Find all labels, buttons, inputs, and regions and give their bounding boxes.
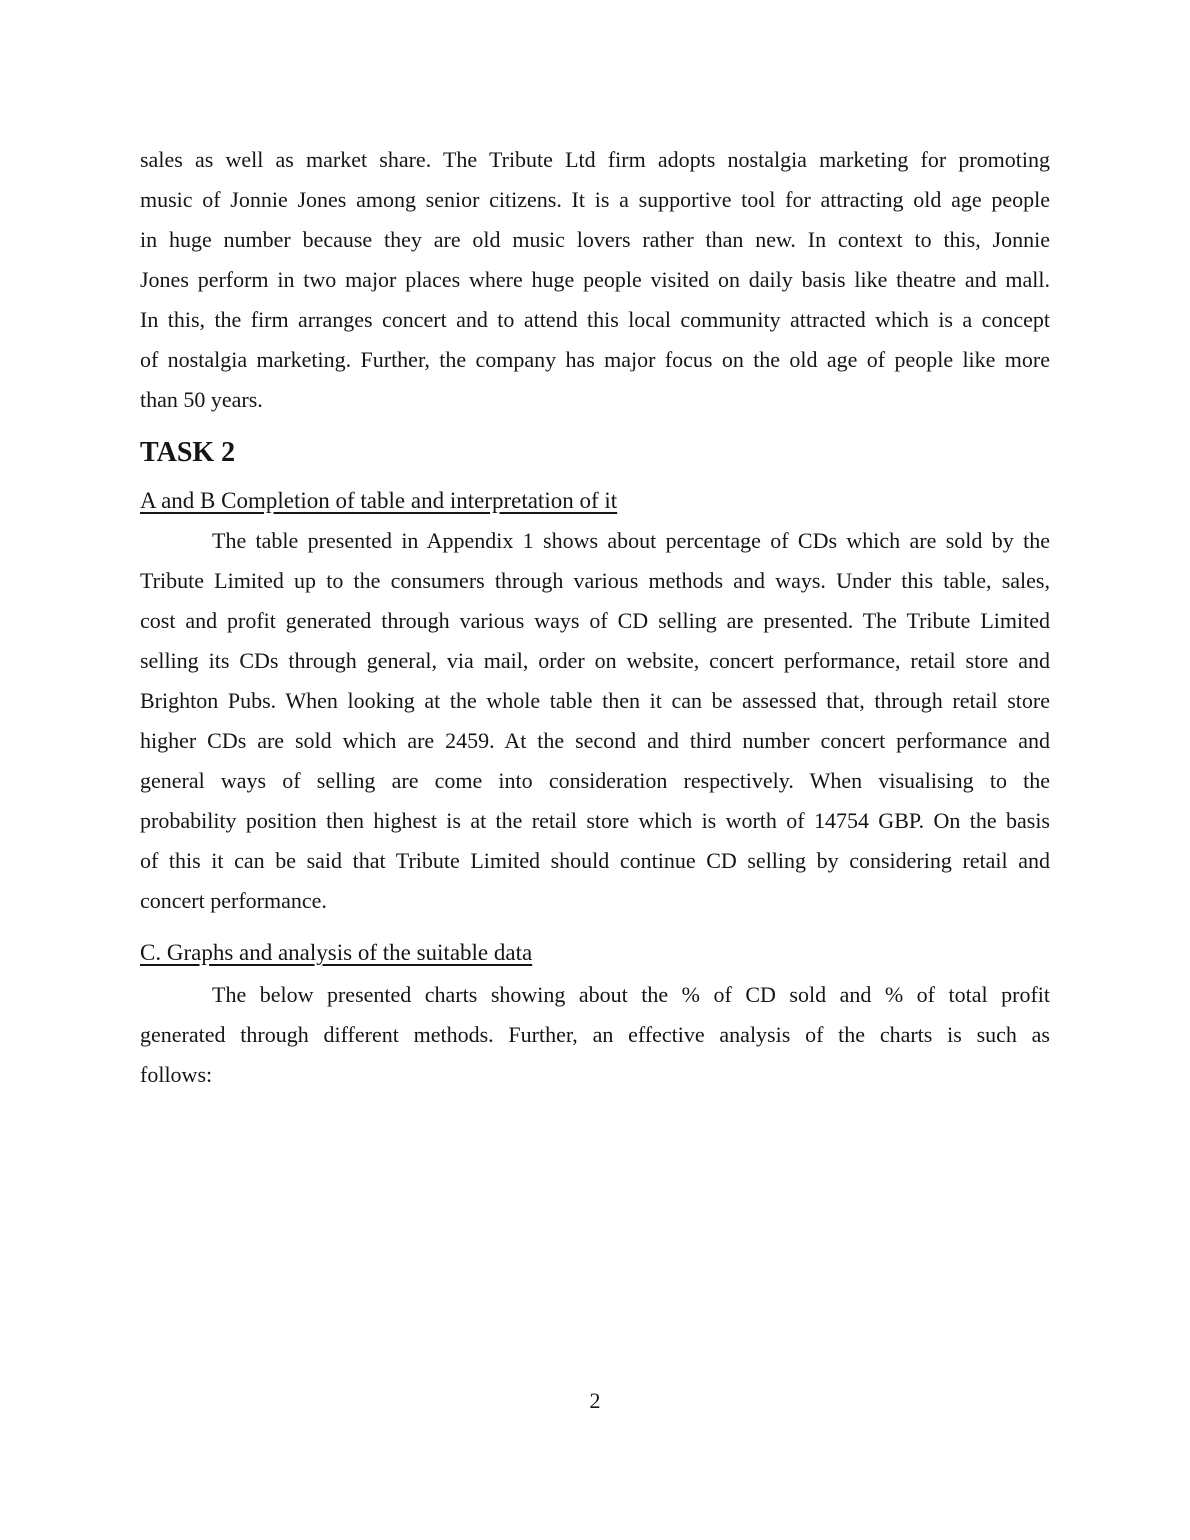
task-2-heading: TASK 2	[140, 437, 236, 468]
text-line: of nostalgia marketing. Further, the company has major focus on the old age of people like more	[140, 347, 1050, 372]
text-line: of this it can be said that Tribute Limited should continue CD selling by considering retail and	[140, 848, 1050, 873]
text-line: Tribute Limited up to the consumers through various methods and ways. Under this table, sales,	[140, 568, 1050, 593]
text-line: follows:	[140, 1062, 213, 1087]
page-content	[140, 140, 1050, 1095]
section-c-heading: C. Graphs and analysis of the suitable data	[140, 940, 533, 965]
text-line: general ways of selling are come into consideration respectively. When visualising to the	[140, 768, 1050, 793]
paragraph-section-ab	[140, 521, 1050, 921]
text-line: cost and profit generated through various ways of CD selling are presented. The Tribute Limited	[140, 608, 1050, 633]
section-ab-heading: A and B Completion of table and interpretation of it	[140, 488, 618, 513]
paragraph-section-c	[140, 975, 1050, 1095]
text-line: Brighton Pubs. When looking at the whole table then it can be assessed that, through retail store	[140, 688, 1050, 713]
text-line: music of Jonnie Jones among senior citizens. It is a supportive tool for attracting old age people	[140, 187, 1050, 212]
text-line: In this, the firm arranges concert and to attend this local community attracted which is a concept	[140, 307, 1050, 332]
text-line: concert performance.	[140, 888, 327, 913]
text-line: selling its CDs through general, via mail, order on website, concert performance, retail store and	[140, 648, 1050, 673]
text-line: sales as well as market share. The Tribute Ltd firm adopts nostalgia marketing for promoting	[140, 147, 1050, 172]
text-line: in huge number because they are old music lovers rather than new. In context to this, Jonnie	[140, 227, 1050, 252]
text-line: than 50 years.	[140, 387, 263, 412]
text-line: generated through different methods. Further, an effective analysis of the charts is such as	[140, 1022, 1050, 1047]
text-line: The table presented in Appendix 1 shows about percentage of CDs which are sold by the	[212, 528, 1050, 553]
text-line: probability position then highest is at the retail store which is worth of 14754 GBP. On the basis	[140, 808, 1050, 833]
page-number: 2	[589, 1388, 601, 1413]
text-line: The below presented charts showing about the % of CD sold and % of total profit	[212, 982, 1050, 1007]
text-line: Jones perform in two major places where huge people visited on daily basis like theatre and mall.	[140, 267, 1050, 292]
text-line: higher CDs are sold which are 2459. At the second and third number concert performance and	[140, 728, 1050, 753]
paragraph-continuation	[140, 140, 1050, 420]
